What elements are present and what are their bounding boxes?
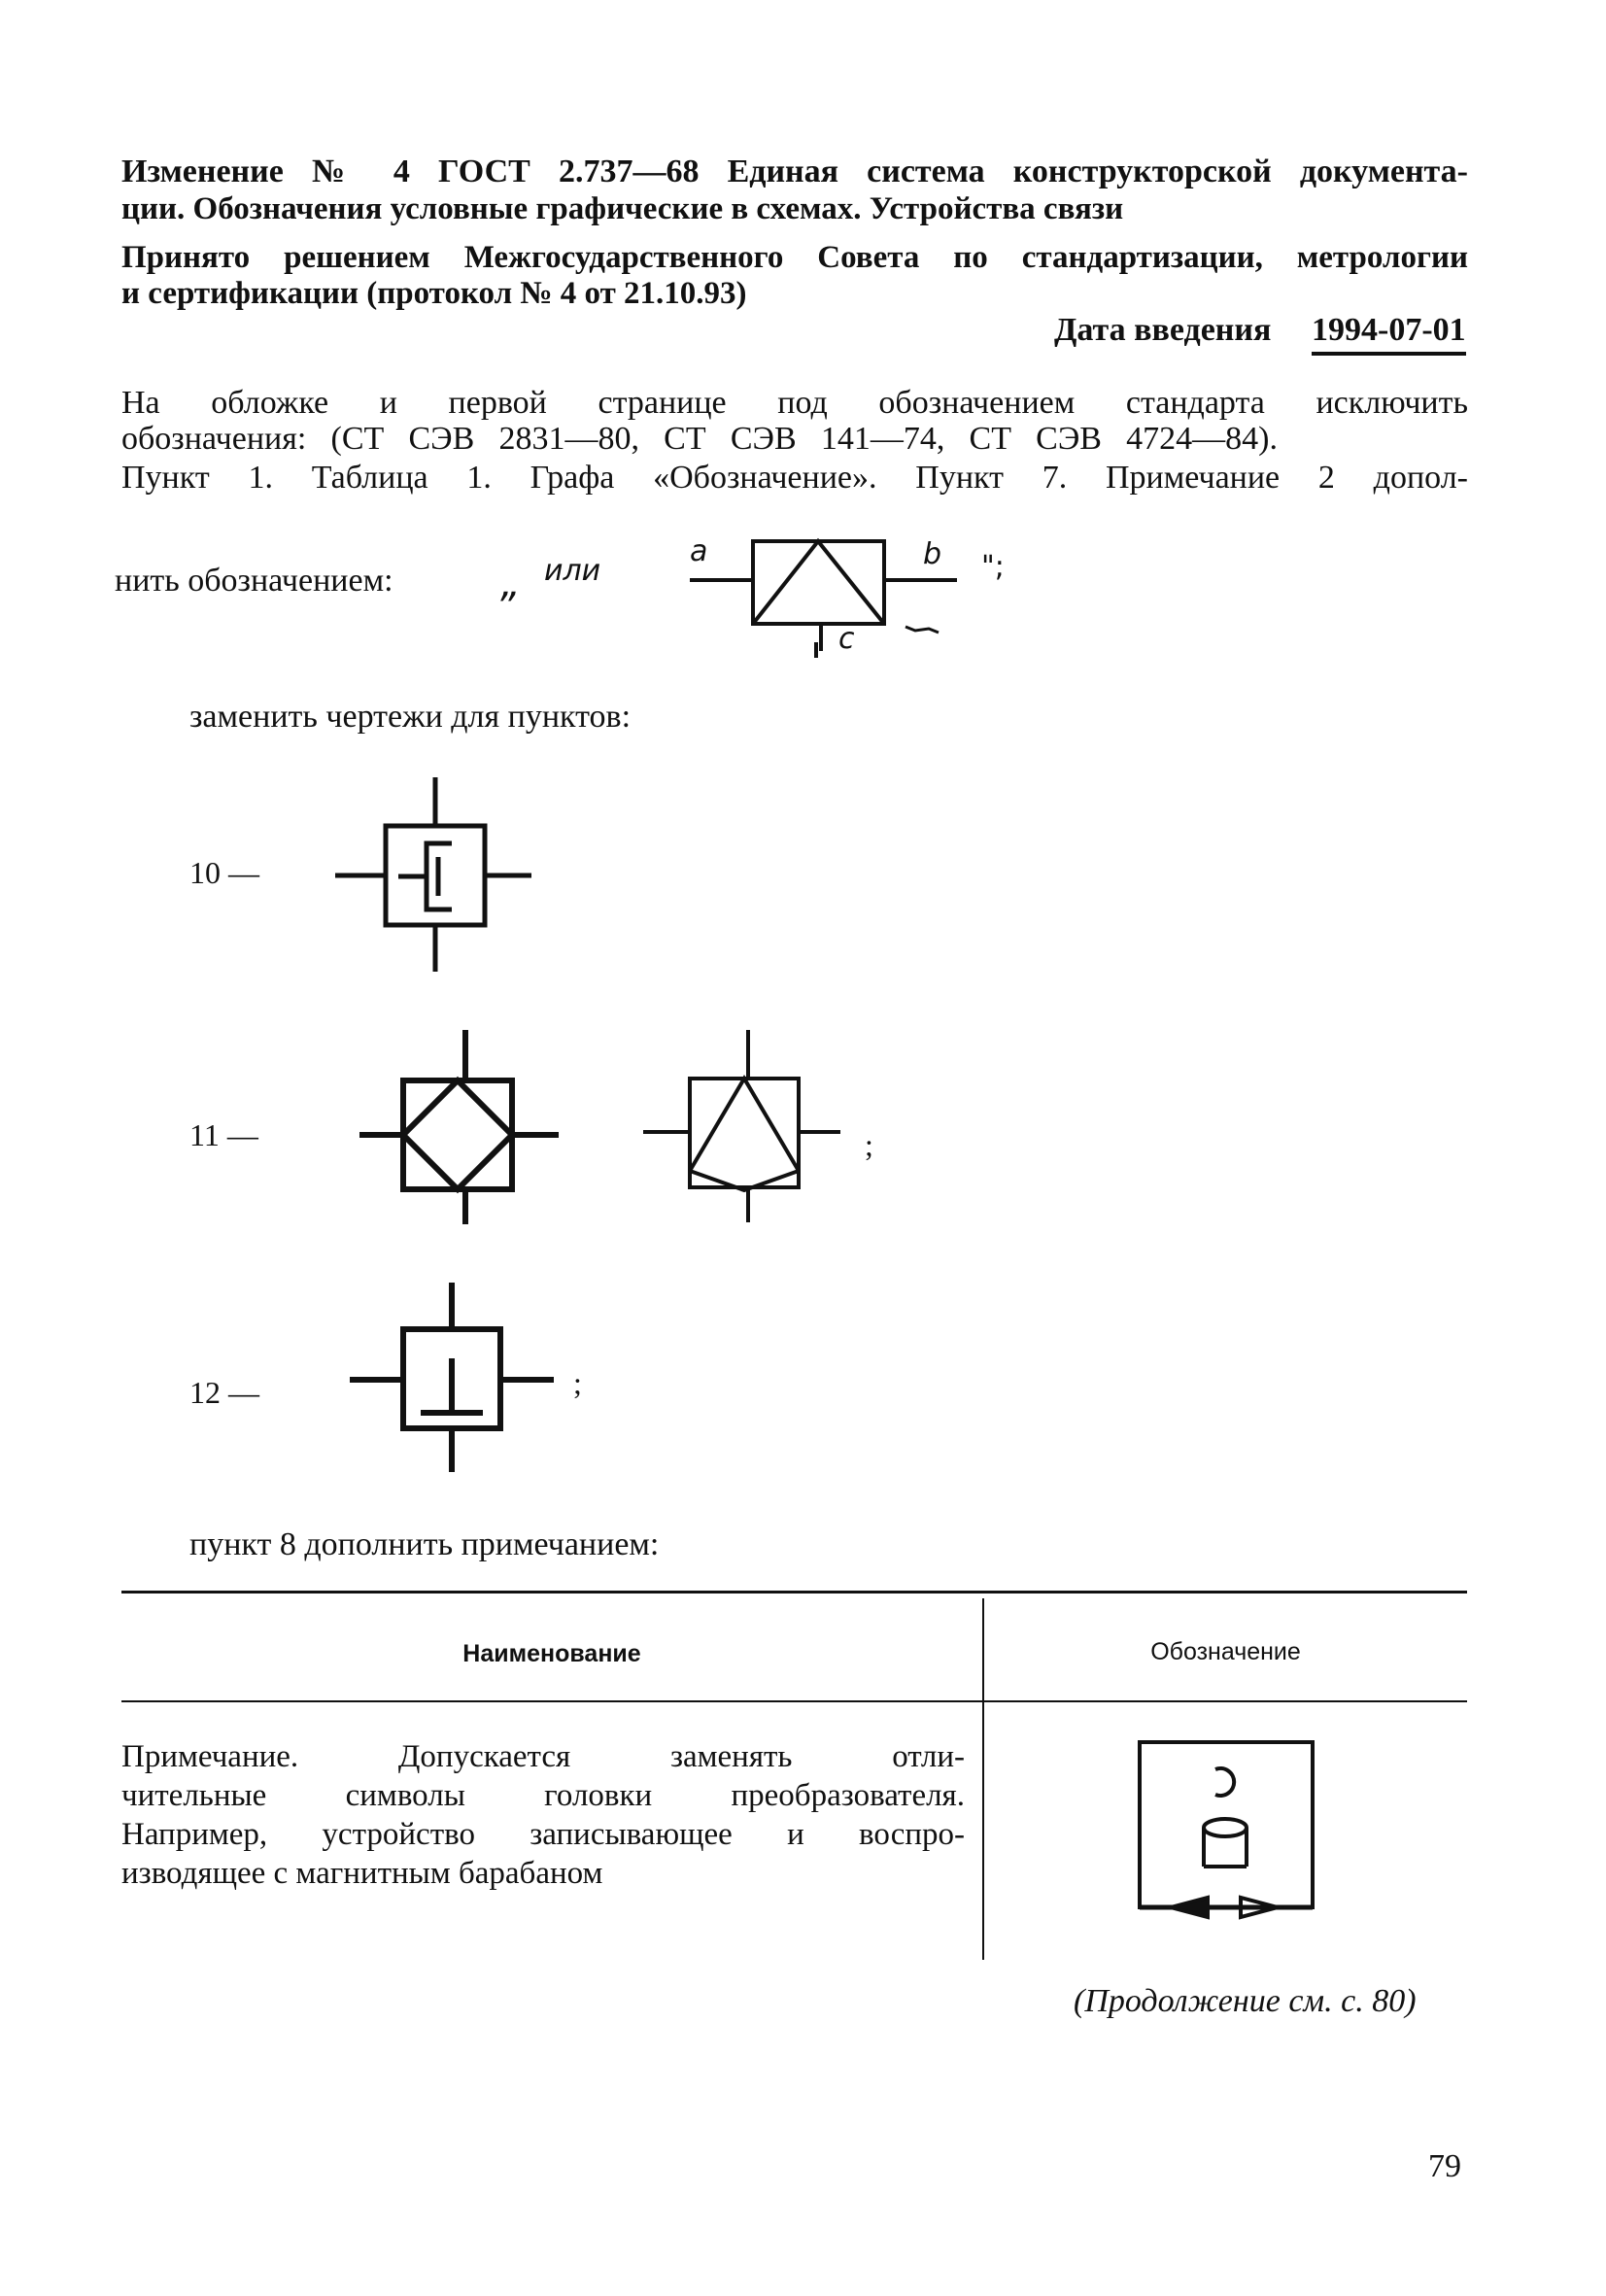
handwritten-device-symbol [680, 530, 972, 666]
adopted-line2: и сертификации (протокол № 4 от 21.10.93) [121, 276, 747, 311]
item12-semicolon: ; [573, 1365, 582, 1400]
item11-label: 11 — [189, 1117, 258, 1152]
note-line1: Примечание. Допускается заменять отли- [121, 1739, 965, 1774]
symbol-11b [641, 1030, 855, 1234]
symbol-11a [355, 1030, 568, 1244]
label-c: c [838, 622, 855, 656]
para2-line1: Пункт 1. Таблица 1. Графа «Обозначение». Пункт 7. Примечание 2 допол- [121, 460, 1468, 496]
item12-label: 12 — [189, 1375, 259, 1410]
note-line4: изводящее с магнитным барабаном [121, 1856, 603, 1891]
date-value: 1994-07-01 [1312, 311, 1466, 356]
date-label: Дата введения [1054, 312, 1272, 348]
note-line2: чительные символы головки преобразователя. [121, 1778, 965, 1813]
quote-close: "; [981, 550, 1005, 584]
punkt8-text: пункт 8 дополнить примечанием: [189, 1526, 660, 1562]
table-header-name: Наименование [462, 1640, 641, 1667]
replace-text: заменить чертежи для пунктов: [189, 699, 632, 735]
quote-open: „ [500, 562, 521, 606]
table-top-rule [121, 1591, 1467, 1593]
para1-line2: обозначения: (СТ СЭВ 2831—80, СТ СЭВ 141—74, СТ СЭВ 4724—84). [121, 421, 1278, 457]
table-header-rule [121, 1700, 1467, 1702]
symbol-10 [325, 777, 539, 981]
continuation-note: (Продолжение см. с. 80) [1074, 1983, 1417, 2019]
para2-line2: нить обозначением: [115, 563, 393, 599]
page-number: 79 [1428, 2148, 1461, 2184]
amendment-title-line1: Изменение № 4 ГОСТ 2.737—68 Единая система конструкторской документа- [121, 154, 1468, 189]
adopted-line1: Принято решением Межгосударственного Совета по стандартизации, метрологии [121, 240, 1468, 275]
table-header-designation: Обозначение [1150, 1638, 1301, 1665]
amendment-title-line2: ции. Обозначения условные графические в схемах. Устройства связи [121, 191, 1124, 226]
label-a: a [690, 534, 708, 568]
symbol-12 [345, 1283, 568, 1477]
item10-label: 10 — [189, 855, 259, 890]
note-line3: Например, устройство записывающее и воспро- [121, 1817, 965, 1852]
table-note [121, 1737, 965, 1893]
magnetic-drum-symbol [1132, 1734, 1326, 1919]
para1-line1: На обложке и первой странице под обозначением стандарта исключить [121, 385, 1468, 421]
item11-semicolon: ; [865, 1127, 873, 1162]
ili-text: или [544, 554, 601, 588]
label-b: b [923, 537, 942, 571]
